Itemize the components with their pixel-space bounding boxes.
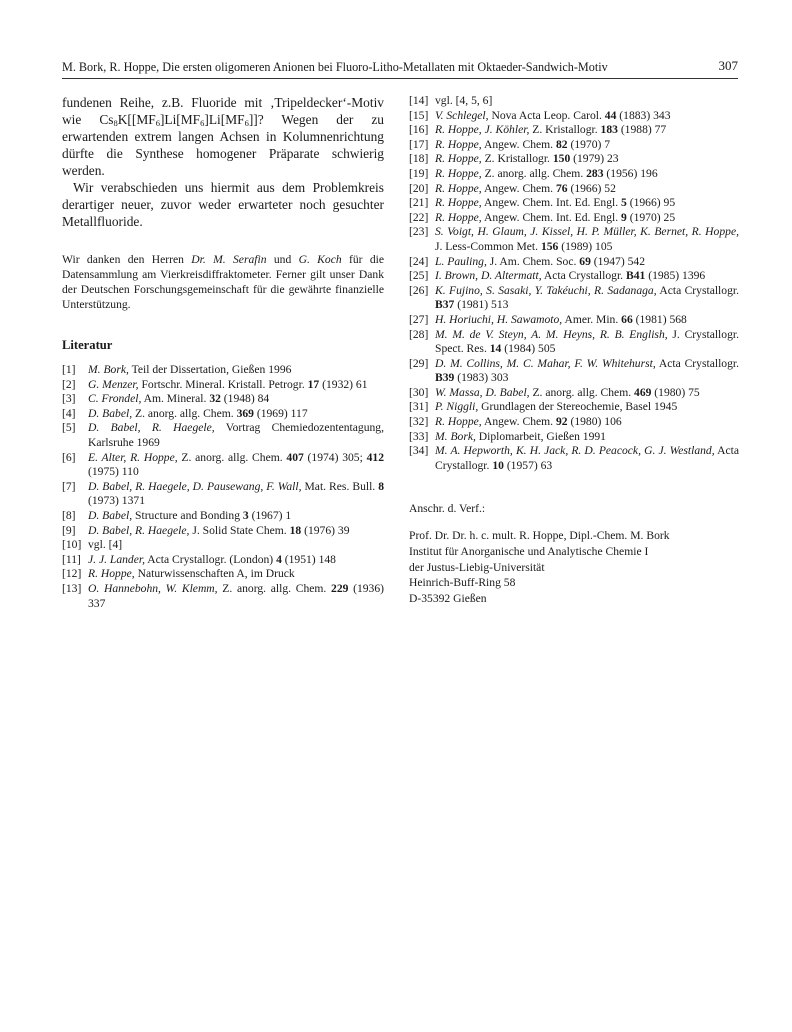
reference-source: vgl. [4, 5, 6]	[435, 94, 493, 107]
reference-volume: 8	[378, 479, 384, 493]
reference-number: [26]	[409, 283, 429, 297]
reference-volume: 82	[555, 137, 568, 151]
reference-number: [6]	[62, 450, 76, 464]
address-line: der Justus-Liebig-Universität	[409, 560, 545, 574]
reference-source: Nova Acta Leop. Carol.	[488, 108, 605, 122]
reference-volume: 469	[634, 385, 652, 399]
reference-number: [29]	[409, 356, 429, 370]
reference-volume: B39	[435, 371, 455, 385]
acknowledgement: Wir danken den Herren Dr. M. Serafin und G. Koch für die Datensammlung am Vierkreisdiffraktometer. Ferner gilt unser Dank der Deutschen Forschungsgemeinschaft für die gewährte finanzielle Unterstützung.	[62, 253, 385, 311]
reference-volume: 92	[555, 415, 568, 429]
left-column	[62, 94, 384, 611]
reference-authors: D. Babel, R. Haegele, D. Pausewang, F. Wall,	[88, 479, 302, 493]
body-paragraph-2: Wir verabschieden uns hiermit aus dem Problemkreis derartiger neuer, zuvor weder erwarteter noch gesuchter Metallfluoride.	[62, 180, 384, 229]
reference-volume: 14	[489, 342, 502, 356]
reference-number: [23]	[409, 225, 429, 239]
reference-item	[62, 538, 384, 553]
reference-number: [25]	[409, 269, 429, 283]
reference-item	[62, 524, 384, 539]
reference-details: (1883) 343	[616, 108, 671, 122]
reference-authors: R. Hoppe, J. Köhler,	[435, 123, 530, 137]
reference-number: [13]	[62, 581, 82, 595]
reference-authors: R. Hoppe,	[435, 166, 482, 180]
reference-item	[409, 138, 739, 153]
reference-authors: L. Pauling,	[435, 254, 487, 268]
reference-item	[409, 415, 739, 430]
reference-volume: 5	[621, 196, 627, 210]
running-title: M. Bork, R. Hoppe, Die ersten oligomeren Anionen bei Fluoro-Litho-Metallaten mit Oktaeder-Sandwich-Motiv	[62, 60, 608, 74]
reference-item	[409, 211, 739, 226]
reference-details: (1981) 513	[454, 298, 509, 312]
reference-volume: 183	[600, 123, 618, 137]
reference-authors: W. Massa, D. Babel,	[435, 385, 530, 399]
reference-volume: 150	[552, 152, 571, 166]
reference-number: [31]	[409, 400, 429, 414]
reference-source: Amer. Min.	[562, 312, 622, 326]
reference-source: Z. anorg. allg. Chem.	[529, 385, 635, 399]
reference-item	[409, 328, 739, 357]
reference-volume: 76	[555, 181, 568, 195]
reference-volume: 283	[586, 166, 604, 180]
reference-number: [15]	[409, 108, 429, 122]
reference-volume: 9	[621, 210, 627, 224]
reference-volume: 412	[366, 450, 384, 464]
reference-item	[409, 284, 739, 313]
reference-authors: G. Menzer,	[88, 377, 139, 391]
reference-number: [16]	[409, 123, 429, 137]
reference-details: (1947) 542	[590, 254, 645, 268]
reference-number: [4]	[62, 406, 76, 420]
literature-heading: Literatur	[62, 338, 113, 352]
reference-item	[409, 386, 739, 401]
reference-authors: R. Hoppe,	[435, 415, 482, 429]
reference-number: [10]	[62, 538, 82, 552]
reference-item	[409, 225, 739, 254]
reference-details: (1969) 117	[253, 406, 308, 420]
reference-details: (1985) 1396	[645, 269, 706, 283]
reference-item	[409, 444, 739, 473]
reference-authors: V. Schlegel,	[435, 108, 489, 122]
reference-source: vgl. [4]	[88, 538, 123, 552]
reference-volume: 32	[209, 392, 221, 406]
address-line: D-35392 Gießen	[409, 591, 487, 605]
reference-source: Naturwissenschaften A, im Druck	[134, 567, 295, 581]
reference-details: (1989) 105	[558, 239, 613, 253]
reference-authors: D. Babel, R. Haegele,	[88, 523, 190, 537]
reference-item	[409, 357, 739, 386]
reference-source: Acta Crystallogr.	[655, 356, 740, 370]
reference-details: (1973) 1371	[88, 494, 145, 508]
reference-item	[409, 123, 739, 138]
reference-source: Fortschr. Mineral. Kristall. Petrogr.	[138, 377, 308, 391]
reference-number: [34]	[409, 444, 429, 458]
reference-number: [19]	[409, 166, 429, 180]
reference-source: Diplomarbeit, Gießen 1991	[475, 429, 606, 443]
reference-number: [17]	[409, 137, 429, 151]
reference-details: (1932) 61	[319, 377, 368, 391]
reference-item	[409, 255, 739, 270]
reference-authors: D. Babel, R. Haegele,	[88, 421, 215, 435]
reference-item	[62, 392, 384, 407]
reference-details: (1984) 505	[501, 342, 556, 356]
reference-item	[62, 451, 384, 480]
reference-details: (1967) 1	[248, 508, 292, 522]
reference-source: Z. Kristallogr.	[481, 152, 553, 166]
reference-volume: 66	[621, 312, 633, 326]
reference-authors: R. Hoppe,	[435, 210, 482, 224]
reference-source: Angew. Chem.	[481, 137, 556, 151]
reference-source: J. Am. Chem. Soc.	[486, 254, 580, 268]
reference-item	[409, 269, 739, 284]
reference-details: (1966) 95	[626, 196, 676, 210]
reference-number: [1]	[62, 363, 76, 376]
reference-authors: M. M. de V. Steyn, A. M. Heyns, R. B. English,	[435, 327, 668, 341]
reference-volume: 156	[540, 239, 559, 253]
reference-details: (1957) 63	[503, 458, 553, 472]
reference-details: (1975) 110	[88, 465, 139, 479]
reference-volume: 69	[579, 254, 591, 268]
reference-number: [28]	[409, 327, 429, 341]
address-line: Heinrich-Buff-Ring 58	[409, 576, 516, 590]
reference-source: Angew. Chem.	[481, 415, 556, 429]
reference-source: Am. Mineral.	[141, 392, 210, 406]
reference-item	[409, 167, 739, 182]
reference-volume: 407	[286, 450, 304, 464]
page-number: 307	[718, 58, 738, 73]
reference-source: J. Less-Common Met.	[435, 239, 541, 253]
reference-authors: D. M. Collins, M. C. Mahar, F. W. Whitehurst,	[435, 356, 656, 370]
reference-source: Angew. Chem.	[481, 181, 556, 195]
reference-volume: 369	[236, 406, 254, 420]
reference-authors: R. Hoppe,	[435, 152, 482, 166]
reference-item	[62, 567, 384, 582]
reference-authors: M. Bork,	[88, 363, 129, 376]
reference-source: Acta Crystallogr.	[435, 444, 739, 472]
reference-authors: M. A. Hepworth, K. H. Jack, R. D. Peacock, G. J. Westland,	[435, 444, 715, 458]
reference-source: Teil der Dissertation, Gießen 1996	[128, 363, 292, 376]
reference-authors: I. Brown, D. Altermatt,	[435, 269, 542, 283]
reference-number: [20]	[409, 181, 429, 195]
reference-item	[409, 152, 739, 167]
reference-volume: 10	[492, 458, 504, 472]
reference-number: [21]	[409, 196, 429, 210]
reference-source: Z. anorg. allg. Chem.	[177, 450, 287, 464]
body-paragraph-1: fundenen Reihe, z.B. Fluoride mit ‚Tripeldecker‘-Motiv wie $Cs_8K[[MF_6]Li[MF_6]Li[MF_6]]$? Wegen der zu erwartenden extrem langen Achsen in Kolumnenrichtung dürfte die Synthese homogener Präparate schwierig werden.	[62, 95, 385, 178]
reference-details: (1974) 305;	[303, 450, 363, 464]
reference-authors: D. Babel,	[88, 406, 133, 420]
reference-item	[62, 363, 384, 378]
reference-list-left	[62, 363, 384, 611]
reference-details: (1966) 52	[567, 181, 616, 195]
reference-source: Acta Crystallogr.	[656, 283, 739, 297]
running-header	[62, 56, 738, 79]
reference-authors: M. Bork,	[435, 429, 476, 443]
reference-item	[62, 378, 384, 393]
reference-volume: 229	[331, 581, 349, 595]
reference-source: J. Solid State Chem.	[189, 523, 290, 537]
address-line: Institut für Anorganische und Analytische Chemie I	[409, 545, 649, 559]
reference-list-right	[409, 94, 739, 473]
reference-number: [11]	[62, 552, 81, 566]
reference-number: [33]	[409, 429, 429, 443]
reference-number: [24]	[409, 254, 429, 268]
reference-number: [12]	[62, 567, 82, 581]
reference-details: (1979) 23	[570, 152, 619, 166]
reference-details: (1988) 77	[617, 123, 667, 137]
reference-volume: 18	[289, 523, 302, 537]
reference-number: [18]	[409, 152, 429, 166]
reference-item	[62, 553, 384, 568]
reference-authors: R. Hoppe,	[435, 196, 482, 210]
reference-item	[62, 421, 384, 450]
reference-number: [3]	[62, 392, 76, 406]
reference-item	[62, 582, 384, 611]
reference-item	[409, 94, 739, 109]
reference-details: (1970) 7	[567, 137, 611, 151]
reference-item	[409, 109, 739, 124]
reference-volume: B41	[625, 269, 646, 283]
reference-authors: S. Voigt, H. Glaum, J. Kissel, H. P. Müller, K. Bernet, R. Hoppe,	[435, 225, 739, 239]
reference-source: Grundlagen der Stereochemie, Basel 1945	[478, 400, 678, 414]
reference-number: [2]	[62, 377, 76, 391]
reference-source: Z. Kristallogr.	[529, 123, 601, 137]
reference-volume: 17	[307, 377, 320, 391]
reference-item	[409, 400, 739, 415]
reference-number: [30]	[409, 385, 429, 399]
reference-volume: 44	[604, 108, 617, 122]
reference-authors: R. Hoppe,	[435, 181, 482, 195]
reference-source: Z. anorg. allg. Chem.	[132, 406, 237, 420]
reference-volume: B37	[435, 298, 455, 312]
reference-number: [32]	[409, 415, 429, 429]
reference-item	[62, 480, 384, 509]
reference-authors: K. Fujino, S. Sasaki, Y. Takéuchi, R. Sadanaga,	[435, 283, 657, 297]
reference-details: (1980) 106	[567, 415, 622, 429]
author-address	[409, 528, 739, 606]
reference-number: [9]	[62, 523, 76, 537]
reference-number: [5]	[62, 421, 76, 435]
reference-number: [8]	[62, 508, 76, 522]
reference-details: (1983) 303	[454, 371, 509, 385]
reference-details: (1956) 196	[603, 166, 658, 180]
reference-source: Vortrag Chemiedozententagung, Karlsruhe 1969	[88, 421, 384, 449]
reference-authors: D. Babel,	[88, 508, 133, 522]
reference-item	[62, 509, 384, 524]
reference-item	[409, 182, 739, 197]
reference-authors: P. Niggli,	[435, 400, 479, 414]
reference-source: Acta Crystallogr. (London)	[145, 552, 277, 566]
reference-source: Acta Crystallogr.	[541, 269, 626, 283]
reference-details: (1981) 568	[632, 312, 687, 326]
reference-source: Z. anorg. allg. Chem.	[481, 166, 587, 180]
reference-source: J. Crystallogr. Spect. Res.	[435, 327, 739, 356]
reference-number: [27]	[409, 312, 429, 326]
reference-authors: R. Hoppe,	[435, 137, 482, 151]
reference-number: [22]	[409, 210, 429, 224]
reference-item	[62, 407, 384, 422]
reference-number: [14]	[409, 94, 429, 107]
reference-authors: R. Hoppe,	[88, 567, 135, 581]
reference-details: (1976) 39	[301, 523, 350, 537]
reference-details: (1948) 84	[220, 392, 270, 406]
reference-authors: E. Alter, R. Hoppe,	[88, 450, 178, 464]
reference-source: Z. anorg. allg. Chem.	[217, 581, 332, 595]
reference-details: (1936) 337	[88, 581, 385, 610]
reference-authors: C. Frondel,	[88, 392, 142, 406]
reference-authors: H. Horiuchi, H. Sawamoto,	[435, 312, 563, 326]
reference-source: Structure and Bonding	[132, 508, 243, 522]
address-label: Anschr. d. Verf.:	[409, 502, 486, 516]
address-line: Prof. Dr. Dr. h. c. mult. R. Hoppe, Dipl.-Chem. M. Bork	[409, 529, 670, 543]
reference-source: Mat. Res. Bull.	[301, 479, 379, 493]
right-column	[409, 94, 739, 606]
reference-volume: 3	[242, 508, 249, 522]
reference-item	[409, 430, 739, 445]
reference-details: (1970) 25	[626, 210, 676, 224]
reference-authors: O. Hannebohn, W. Klemm,	[88, 581, 218, 595]
reference-source: Angew. Chem. Int. Ed. Engl.	[481, 196, 622, 210]
reference-source: Angew. Chem. Int. Ed. Engl.	[481, 210, 622, 224]
reference-volume: 4	[276, 552, 282, 566]
reference-details: (1980) 75	[651, 385, 700, 399]
reference-details: (1951) 148	[281, 552, 336, 566]
reference-authors: J. J. Lander,	[88, 552, 145, 566]
reference-item	[409, 196, 739, 211]
reference-number: [7]	[62, 479, 76, 493]
reference-item	[409, 313, 739, 328]
